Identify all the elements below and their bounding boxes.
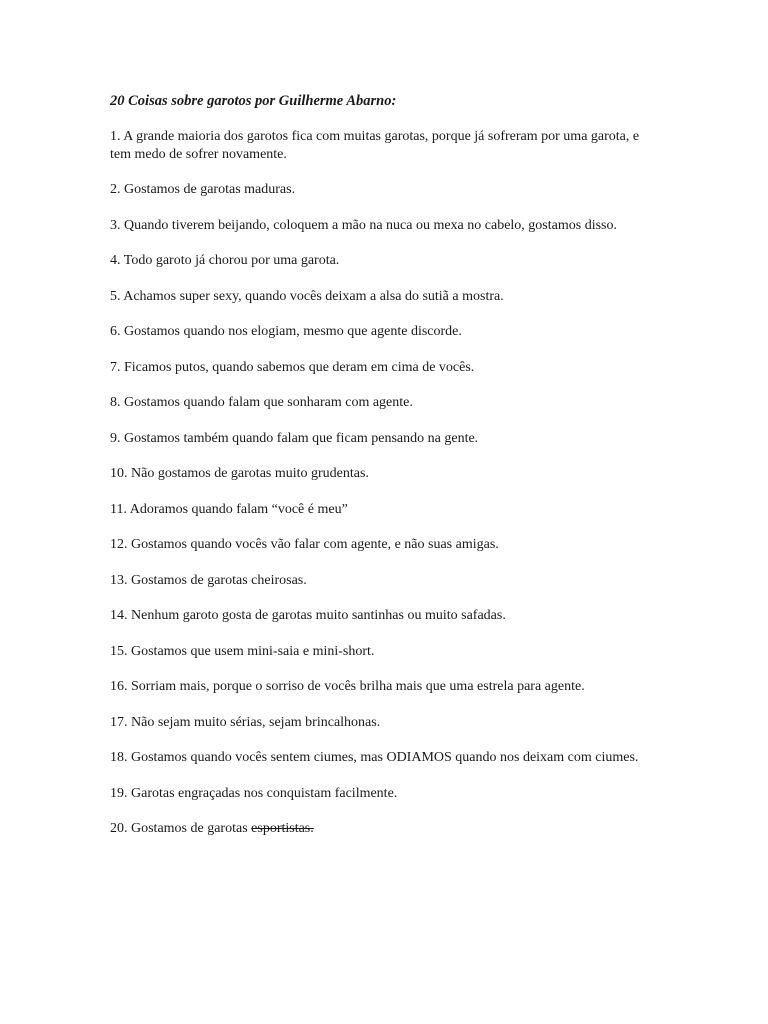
list-item: 7. Ficamos putos, quando sabemos que deram em cima de vocês. [110, 359, 475, 375]
list-item: 5. Achamos super sexy, quando vocês deixam a alsa do sutiã a mostra. [110, 288, 504, 304]
list-item: 4. Todo garoto já chorou por uma garota. [110, 253, 340, 268]
list-item: 19. Garotas engraçadas nos conquistam facilmente. [110, 785, 398, 801]
list-item: 15. Gostamos que usem mini-saia e mini-short. [110, 643, 375, 659]
document-title: 20 Coisas sobre garotos por Guilherme Abarno: [110, 93, 397, 109]
list-item: 2. Gostamos de garotas maduras. [110, 182, 296, 197]
document-body [110, 92, 640, 856]
list-item-last [110, 820, 640, 838]
list-item: 12. Gostamos quando vocês vão falar com agente, e não suas amigas. [110, 537, 499, 552]
list-item: 16. Sorriam mais, porque o sorriso de vocês brilha mais que uma estrela para agente. [110, 679, 585, 694]
list-item: 3. Quando tiverem beijando, coloquem a mão na nuca ou mexa no cabelo, gostamos disso. [110, 217, 617, 233]
list-item: 14. Nenhum garoto gosta de garotas muito santinhas ou muito safadas. [110, 608, 506, 623]
list-item: 13. Gostamos de garotas cheirosas. [110, 572, 307, 588]
list-item: 8. Gostamos quando falam que sonharam com agente. [110, 395, 413, 410]
list-item: 17. Não sejam muito sérias, sejam brincalhonas. [110, 714, 381, 730]
list-item: 1. A grande maioria dos garotos fica com muitas garotas, porque já sofreram por uma garota, e tem medo de sofrer novamente. [110, 129, 640, 162]
list-item: 10. Não gostamos de garotas muito grudentas. [110, 466, 369, 481]
list-item: 9. Gostamos também quando falam que ficam pensando na gente. [110, 430, 479, 446]
list-item: 18. Gostamos quando vocês sentem ciumes, mas ODIAMOS quando nos deixam com ciumes. [110, 750, 639, 765]
list-item: 11. Adoramos quando falam “você é meu” [110, 501, 348, 517]
list-item: 6. Gostamos quando nos elogiam, mesmo que agente discorde. [110, 324, 462, 339]
list-item-text: 20. Gostamos de garotas [110, 821, 252, 836]
struck-text: esportistas. [251, 821, 314, 836]
